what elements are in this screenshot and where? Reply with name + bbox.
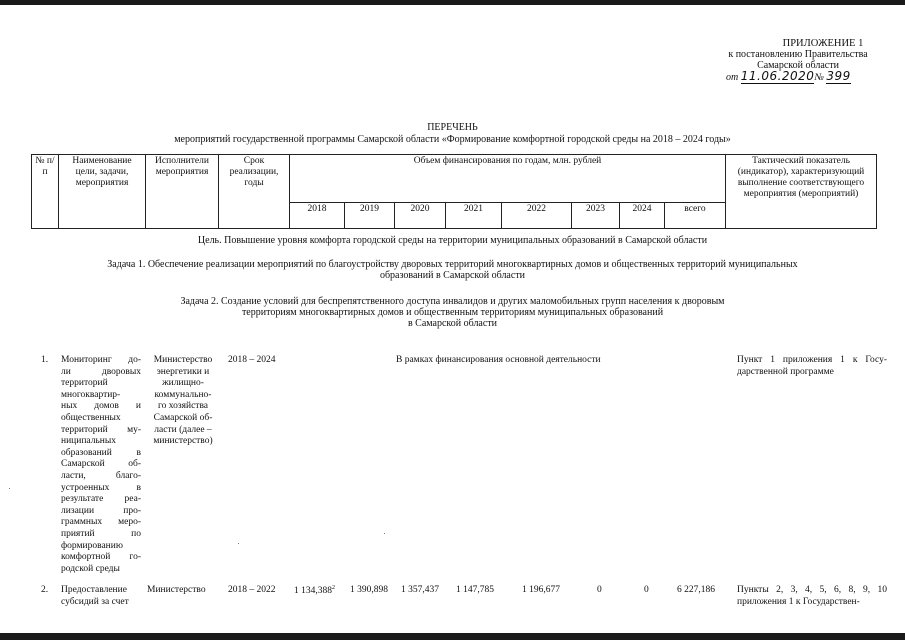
scan-speck xyxy=(238,543,239,544)
text-line: министерство) xyxy=(153,436,213,447)
row2-value-total: 6 227,186 xyxy=(677,585,715,595)
row2-value-2020: 1 357,437 xyxy=(401,585,439,595)
text-line: Самарской об- xyxy=(153,412,213,423)
col-header-num: № п/п xyxy=(32,155,59,229)
text-line: ниципальных xyxy=(61,436,117,447)
task1-line1: Задача 1. Обеспечение реализации мероприятий по благоустройству дворовых территорий многоквартирных домов и общественных территорий муниципальных xyxy=(107,259,798,270)
year-header: 2024 xyxy=(620,203,665,229)
col-header-executor: Исполнители мероприятия xyxy=(146,155,219,229)
text-line: родской среды xyxy=(61,563,120,574)
row1-executor xyxy=(147,355,219,448)
text-line: Министерство xyxy=(153,355,213,365)
scan-speck xyxy=(384,533,385,534)
row2-value-2021: 1 147,785 xyxy=(456,585,494,595)
text-line: формированию xyxy=(61,540,123,551)
appendix-stamp xyxy=(700,38,896,83)
text-line: приятий по xyxy=(61,528,141,539)
col-header-indicator: Тактический показатель (индикатор), характеризующий выполнение соответствующего мероприятия (мероприятий) xyxy=(726,155,877,229)
col-header-name: Наименование цели, задачи, мероприятия xyxy=(59,155,146,229)
number-sign: № xyxy=(814,72,824,83)
text-line: Министерство xyxy=(147,585,206,595)
text-line: результате реа- xyxy=(61,494,141,505)
header-table xyxy=(31,154,877,229)
row2-executor xyxy=(147,585,219,597)
row2-value-2022: 1 196,677 xyxy=(522,585,560,595)
appendix-line3: Самарской области xyxy=(757,60,839,71)
text-line: Самарской об- xyxy=(61,459,141,470)
document-subtitle: мероприятий государственной программы Самарской области «Формирование комфортной городской среды на 2018 – 2024 годы» xyxy=(174,134,731,145)
text-line: устроенных в xyxy=(61,482,141,493)
text-line: многоквартир- xyxy=(61,389,121,400)
text-line: коммунально- xyxy=(154,389,212,400)
text-line: ласти (далее – xyxy=(154,424,212,435)
text-line: Предоставление xyxy=(61,585,127,595)
text-line: общественных xyxy=(61,412,121,423)
scan-bottom-border xyxy=(0,633,905,640)
row1-term: 2018 – 2024 xyxy=(228,355,276,365)
col-header-term: Срок реализации, годы xyxy=(219,155,290,229)
text-line: Мониторинг до- xyxy=(61,355,141,365)
goal-text: Цель. Повышение уровня комфорта городской среды на территории муниципальных образований в Самарской области xyxy=(197,235,708,246)
year-header: 2019 xyxy=(345,203,395,229)
document-title: ПЕРЕЧЕНЬ xyxy=(427,122,478,133)
text-line: комфортной го- xyxy=(61,552,141,563)
appendix-title: ПРИЛОЖЕНИЕ 1 xyxy=(782,38,864,49)
text-line: Пункт 1 приложения 1 к Госу- xyxy=(737,355,887,365)
appendix-line2: к постановлению Правительства xyxy=(728,49,868,60)
text-line: ли дворовых xyxy=(61,366,141,377)
text-line: го хозяйства xyxy=(157,401,209,412)
year-header: 2023 xyxy=(572,203,620,229)
task1-line2: образований в Самарской области xyxy=(379,270,526,281)
row2-value-2019: 1 390,898 xyxy=(350,585,388,595)
text-line: энергетики и xyxy=(156,366,210,377)
date-prefix: от xyxy=(726,72,739,83)
row2-num: 2. xyxy=(41,585,49,595)
row1-finance-note: В рамках финансирования основной деятельности xyxy=(396,355,601,365)
row2-value-2018: 1 134,388$^2$ xyxy=(294,585,335,597)
row2-value-2024: 0 xyxy=(644,585,649,595)
text-line: образований в xyxy=(61,447,141,458)
scan-speck xyxy=(9,488,10,489)
year-header: 2021 xyxy=(446,203,502,229)
text-line: территорий му- xyxy=(61,424,141,435)
task2-line2: территориям многоквартирных домов и общественным территориям муниципальных образований xyxy=(241,307,664,318)
text-line: ных домов и xyxy=(61,401,141,412)
text-line: Пункты 2, 3, 4, 5, 6, 8, 9, 10 xyxy=(737,585,887,595)
text-line: приложения 1 к Государствен- xyxy=(737,596,860,607)
row2-term: 2018 – 2022 xyxy=(228,585,276,595)
year-header: 2020 xyxy=(395,203,446,229)
text-line: дарственной программе xyxy=(737,366,834,377)
row1-name xyxy=(61,355,141,575)
row1-num: 1. xyxy=(41,355,49,365)
handwritten-date: 11.06.2020 xyxy=(740,69,815,83)
row2-value-2023: 0 xyxy=(597,585,602,595)
appendix-date-line xyxy=(726,71,896,83)
row2-indicator xyxy=(737,585,887,608)
year-header: 2022 xyxy=(502,203,572,229)
text-line: жилищно- xyxy=(162,378,204,389)
row2-name xyxy=(61,585,141,608)
handwritten-number: 399 xyxy=(826,69,851,83)
task2-line1: Задача 2. Создание условий для беспрепятственного доступа инвалидов и других маломобильных групп населения к дворовым xyxy=(180,296,725,307)
scan-top-border xyxy=(0,0,905,5)
text-line: ласти, благо- xyxy=(61,470,141,481)
year-header: 2018 xyxy=(290,203,345,229)
task2-line3: в Самарской области xyxy=(407,318,498,329)
text-line: субсидий за счет xyxy=(61,596,129,607)
year-header-total: всего xyxy=(665,203,726,229)
text-line: граммных меро- xyxy=(61,517,141,528)
col-header-finance: Объем финансирования по годам, млн. рублей xyxy=(290,155,726,203)
text-line: лизации про- xyxy=(61,505,141,516)
row1-indicator xyxy=(737,355,887,378)
text-line: территорий xyxy=(61,378,108,389)
